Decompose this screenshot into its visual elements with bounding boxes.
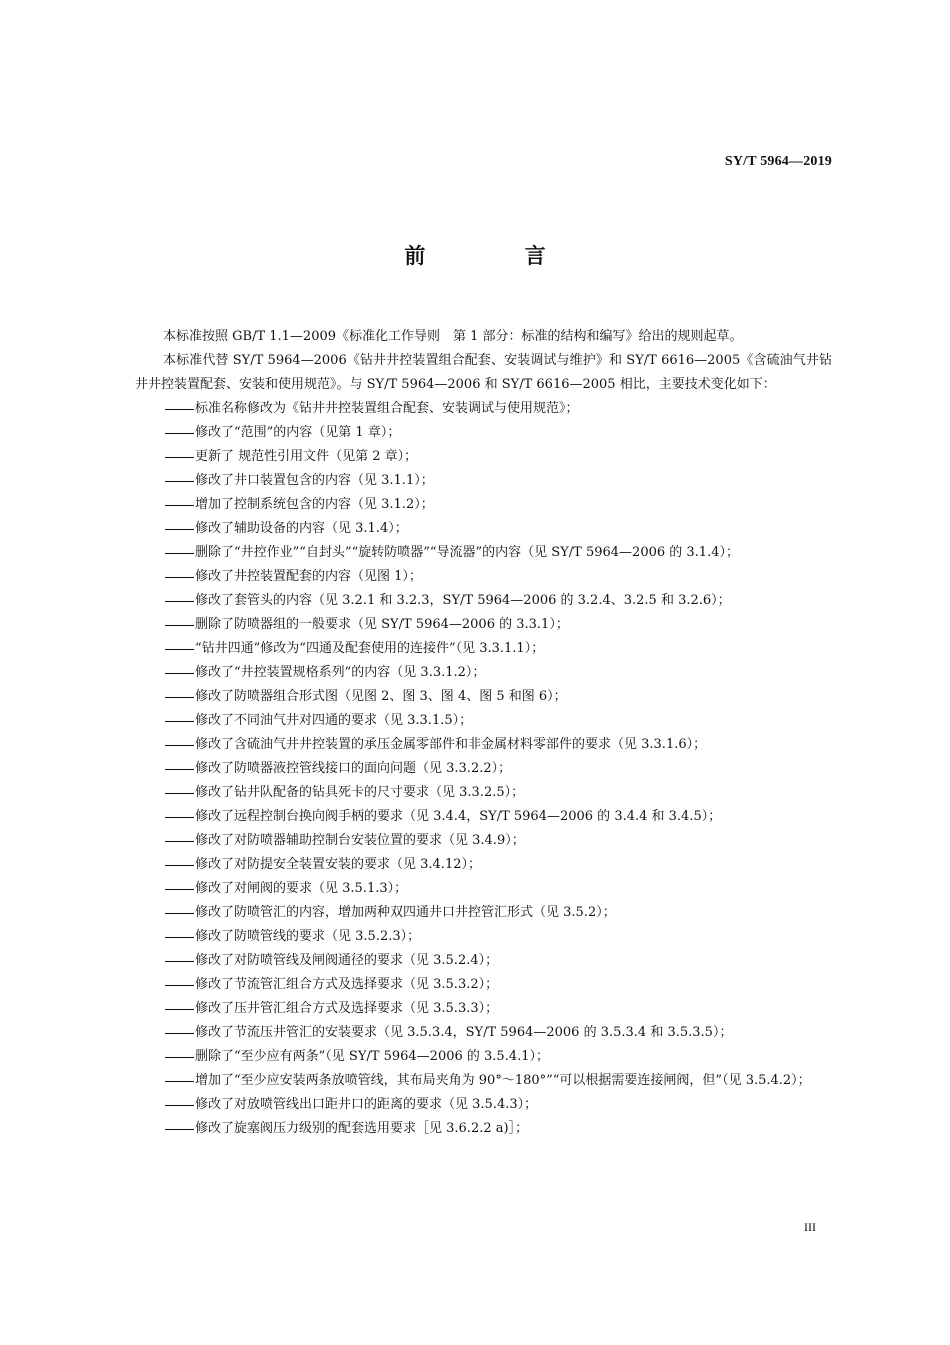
change-list-item	[135, 1021, 832, 1045]
change-list-item	[135, 397, 832, 421]
change-text: 修改了“井控装置规格系列”的内容（见 3.3.1.2）；	[195, 665, 486, 680]
change-text: 删除了防喷器组的一般要求（见 SY/T 5964—2006 的 3.3.1）；	[195, 617, 569, 632]
change-text: 修改了对防喷管线及闸阀通径的要求（见 3.5.2.4）；	[195, 953, 499, 968]
change-text: 增加了“至少应安装两条放喷管线，其布局夹角为 90°～180°”“可以根据需要连接闸阀，但”（见 3.5.4.2）；	[195, 1073, 811, 1088]
intro-paragraph: 本标准按照 GB/T 1.1—2009《标准化工作导则 第 1 部分：标准的结构和编写》给出的规则起草。	[163, 329, 743, 344]
change-text: 修改了旋塞阀压力级别的配套选用要求［见 3.6.2.2 a)］；	[195, 1121, 529, 1136]
change-text: 修改了套管头的内容（见 3.2.1 和 3.2.3，SY/T 5964—2006 的 3.2.4、3.2.5 和 3.2.6）；	[195, 593, 731, 608]
change-text: 修改了防喷管线的要求（见 3.5.2.3）；	[195, 929, 421, 944]
change-list-item	[135, 829, 832, 853]
change-text: 修改了压井管汇组合方式及选择要求（见 3.5.3.3）；	[195, 1001, 499, 1016]
intro-paragraph: 本标准代替 SY/T 5964—2006《钻井井控装置组合配套、安装调试与维护》和 SY/T 6616—2005《含硫油气井钻井井控装置配套、安装和使用规范》。与 SY/T 5964—2006 和 SY/T 6616—2005 相比，主要技术变化如下：	[135, 353, 832, 392]
change-list-item	[135, 1093, 832, 1117]
change-text: 修改了不同油气井对四通的要求（见 3.3.1.5）；	[195, 713, 473, 728]
change-list-item	[135, 973, 832, 997]
change-text: 增加了控制系统包含的内容（见 3.1.2）；	[195, 497, 434, 512]
change-list-item	[135, 781, 832, 805]
change-text: 修改了对放喷管线出口距井口的距离的要求（见 3.5.4.3）；	[195, 1097, 538, 1112]
page-number: III	[804, 1220, 816, 1234]
change-list	[135, 397, 832, 1141]
change-list-item	[135, 925, 832, 949]
change-text: 标准名称修改为《钻井井控装置组合配套、安装调试与使用规范》；	[195, 401, 579, 416]
change-text: 修改了防喷器组合形式图（见图 2、图 3、图 4、图 5 和图 6）；	[195, 689, 567, 704]
change-list-item	[135, 733, 832, 757]
change-text: 修改了远程控制台换向阀手柄的要求（见 3.4.4，SY/T 5964—2006 的 3.4.4 和 3.4.5）；	[195, 809, 722, 824]
change-list-item	[135, 1045, 832, 1069]
change-text: 修改了井控装置配套的内容（见图 1）；	[195, 569, 422, 584]
change-text: 修改了含硫油气井井控装置的承压金属零部件和非金属材料零部件的要求（见 3.3.1.6）；	[195, 737, 707, 752]
change-list-item	[135, 997, 832, 1021]
change-list-item	[135, 901, 832, 925]
standard-code: SY/T 5964—2019	[724, 154, 832, 169]
change-list-item	[135, 589, 832, 613]
change-list-item	[135, 541, 832, 565]
change-list-item	[135, 805, 832, 829]
change-list-item	[135, 853, 832, 877]
change-text: 修改了节流管汇组合方式及选择要求（见 3.5.3.2）；	[195, 977, 499, 992]
change-list-item	[135, 661, 832, 685]
change-text: 修改了“范围”的内容（见第 1 章）；	[195, 425, 401, 440]
change-text: 修改了对闸阀的要求（见 3.5.1.3）；	[195, 881, 408, 896]
change-list-item	[135, 949, 832, 973]
change-text: 修改了对防提安全装置安装的要求（见 3.4.12）；	[195, 857, 481, 872]
change-list-item	[135, 493, 832, 517]
change-text: 更新了 规范性引用文件（见第 2 章）；	[195, 449, 418, 464]
change-list-item	[135, 445, 832, 469]
change-text: “钻井四通”修改为“四通及配套使用的连接件”（见 3.3.1.1）；	[195, 641, 545, 656]
change-list-item	[135, 757, 832, 781]
foreword-body	[135, 325, 832, 1141]
change-list-item	[135, 1117, 832, 1141]
change-text: 修改了防喷管汇的内容，增加两种双四通井口井控管汇形式（见 3.5.2）；	[195, 905, 616, 920]
change-list-item	[135, 421, 832, 445]
change-list-item	[135, 637, 832, 661]
change-list-item	[135, 877, 832, 901]
change-list-item	[135, 565, 832, 589]
change-text: 删除了“至少应有两条”（见 SY/T 5964—2006 的 3.5.4.1）；	[195, 1049, 550, 1064]
change-text: 删除了“井控作业”“自封头”“旋转防喷器”“导流器”的内容（见 SY/T 5964—2006 的 3.1.4）；	[195, 545, 739, 560]
change-list-item	[135, 1069, 832, 1093]
change-list-item	[135, 709, 832, 733]
change-text: 修改了钻井队配备的钻具死卡的尺寸要求（见 3.3.2.5）；	[195, 785, 525, 800]
change-text: 修改了节流压井管汇的安装要求（见 3.5.3.4，SY/T 5964—2006 的 3.5.3.4 和 3.5.3.5）；	[195, 1025, 733, 1040]
change-text: 修改了对防喷器辅助控制台安装位置的要求（见 3.4.9）；	[195, 833, 525, 848]
change-list-item	[135, 469, 832, 493]
change-list-item	[135, 517, 832, 541]
change-text: 修改了井口装置包含的内容（见 3.1.1）；	[195, 473, 434, 488]
change-list-item	[135, 685, 832, 709]
page-title: 前 言	[404, 244, 592, 268]
change-text: 修改了辅助设备的内容（见 3.1.4）；	[195, 521, 408, 536]
change-list-item	[135, 613, 832, 637]
change-text: 修改了防喷器液控管线接口的面向问题（见 3.3.2.2）；	[195, 761, 512, 776]
